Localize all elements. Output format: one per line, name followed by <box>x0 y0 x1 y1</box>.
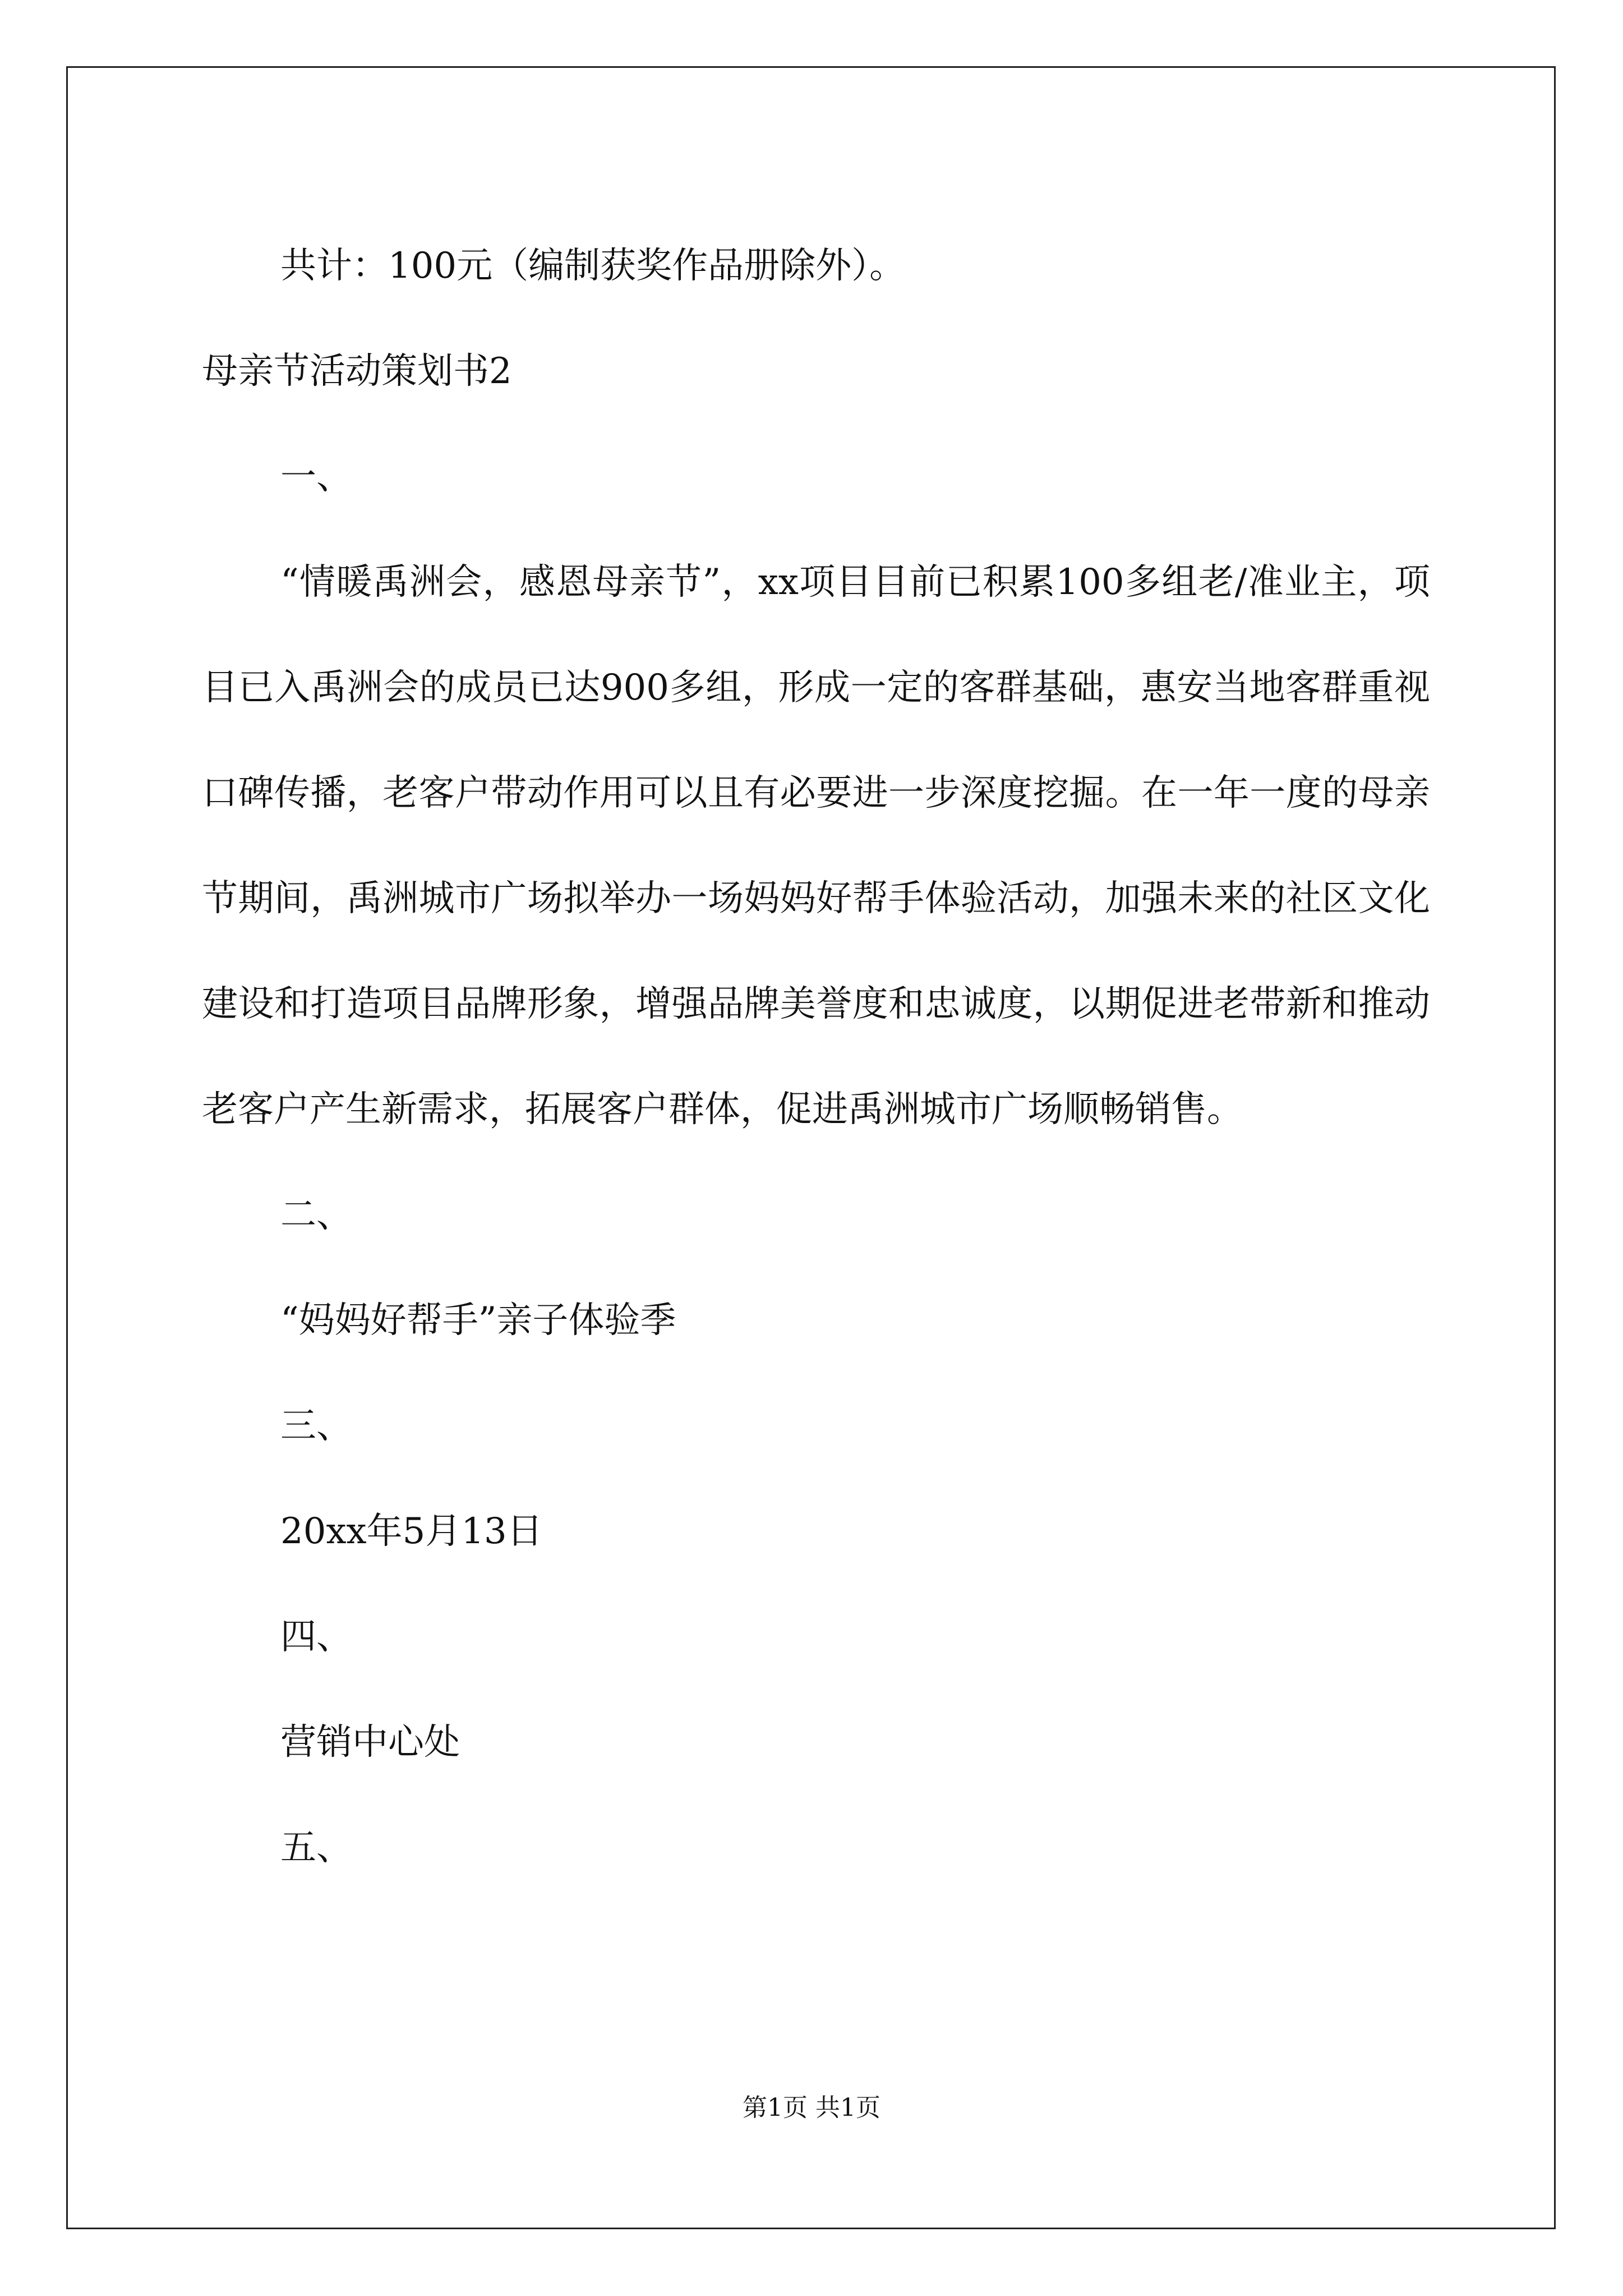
document-body <box>202 213 1430 1901</box>
section-title: 母亲节活动策划书2 <box>202 351 512 392</box>
activity-date: 20xx年5月13日 <box>280 1511 543 1552</box>
heading-1: 一、 <box>280 456 352 498</box>
heading-2: 二、 <box>280 1194 352 1236</box>
activity-name: “妈妈好帮手”亲子体验季 <box>280 1300 676 1341</box>
page-number-footer: 第1页 共1页 <box>743 2093 880 2122</box>
heading-5: 五、 <box>280 1827 352 1869</box>
heading-4: 四、 <box>280 1616 352 1658</box>
heading-3: 三、 <box>280 1405 352 1447</box>
intro-paragraph: “情暖禹洲会，感恩母亲节”，xx项目目前已积累100多组老/准业主，项目已入禹洲会的成员已达900多组，形成一定的客群基础，惠安当地客群重视口碑传播，老客户带动作用可以且有必要进一步深度挖掘。在一年一度的母亲节期间，禹洲城市广场拟举办一场妈妈好帮手体验活动，加强未来的社区文化建设和打造项目品牌形象，增强品牌美誉度和忠诚度，以期促进老带新和推动老客户产生新需求，拓展客户群体，促进禹洲城市广场顺畅销售。 <box>202 562 1430 1130</box>
activity-location: 营销中心处 <box>280 1722 460 1763</box>
total-line: 共计：100元（编制获奖作品册除外）。 <box>280 245 906 287</box>
